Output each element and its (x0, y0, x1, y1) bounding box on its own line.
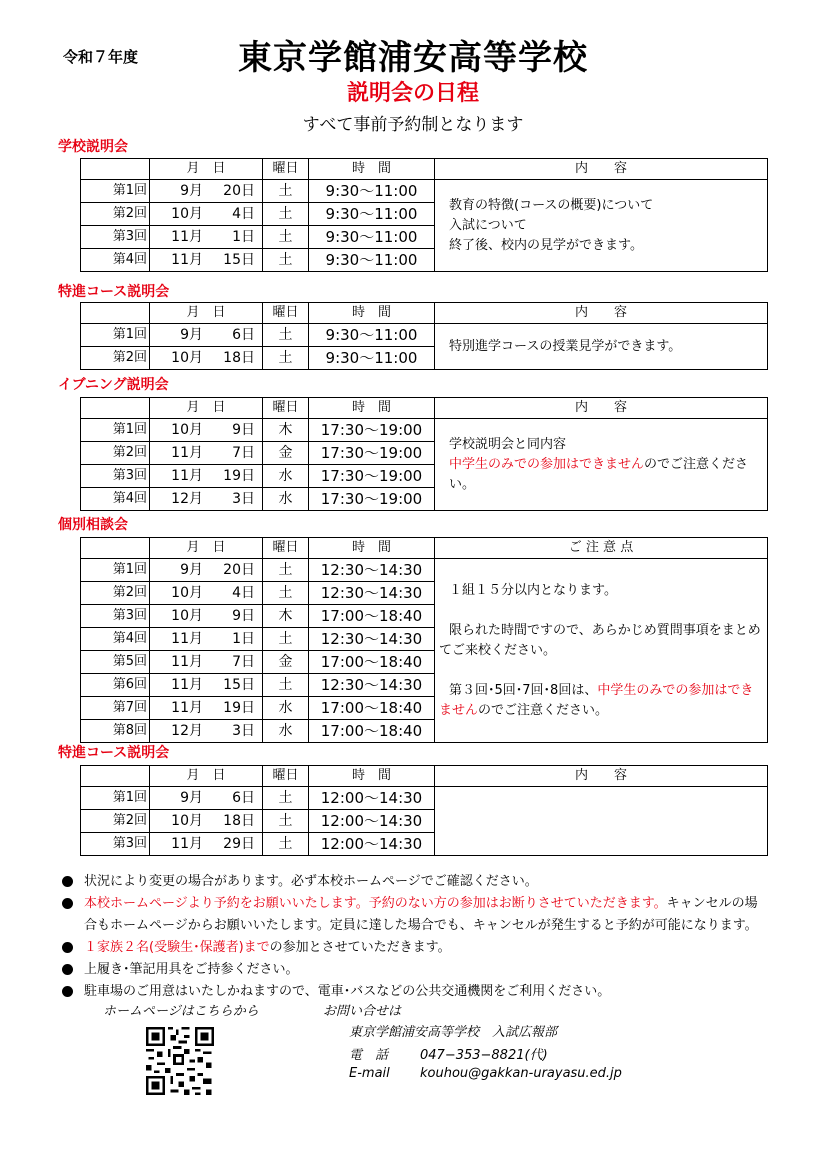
session-number: 第1回 (81, 787, 150, 810)
session-time: 12:30～14:30 (309, 628, 435, 651)
header-content: 内 容 (435, 398, 768, 419)
session-time: 9:30～11:00 (309, 324, 435, 347)
session-date: 12月 3日 (150, 720, 263, 743)
session-weekday: 土 (263, 559, 309, 582)
bullet-icon (62, 964, 73, 975)
bullet-icon (62, 986, 73, 997)
header-weekday: 曜日 (263, 538, 309, 559)
session-date: 10月 4日 (150, 203, 263, 226)
header-weekday: 曜日 (263, 398, 309, 419)
header-month-day: 月 日 (150, 398, 263, 419)
session-weekday: 金 (263, 442, 309, 465)
notice-list (62, 871, 782, 1003)
session-number: 第3回 (81, 226, 150, 249)
email-address[interactable]: kouhou@gakkan-urayasu.ed.jp (420, 1066, 622, 1081)
schedule-table-evening (80, 397, 768, 511)
fiscal-year: 令和７年度 (63, 48, 139, 66)
session-time: 9:30～11:00 (309, 226, 435, 249)
session-weekday: 木 (263, 605, 309, 628)
session-weekday: 土 (263, 180, 309, 203)
section-title-consultation: 個別相談会 (58, 517, 128, 533)
session-time: 9:30～11:00 (309, 180, 435, 203)
session-number: 第4回 (81, 249, 150, 272)
session-number: 第2回 (81, 582, 150, 605)
table-row (81, 559, 768, 582)
notice-item: 状況により変更の場合があります。必ず本校ホームページでご確認ください。 (62, 871, 782, 893)
homepage-label: ホームページはこちらから (103, 1004, 259, 1019)
session-weekday: 土 (263, 226, 309, 249)
session-date: 11月 15日 (150, 249, 263, 272)
session-weekday: 土 (263, 582, 309, 605)
session-number: 第3回 (81, 605, 150, 628)
session-weekday: 土 (263, 203, 309, 226)
inquiry-label: お問い合せは (323, 1004, 402, 1019)
header-time: 時 間 (309, 538, 435, 559)
session-number: 第2回 (81, 347, 150, 370)
content-cell: 教育の特徴(コースの概要)について 入試について 終了後、校内の見学ができます。 (435, 180, 768, 272)
schedule-table-school-info (80, 158, 768, 272)
session-number: 第1回 (81, 180, 150, 203)
session-time: 12:30～14:30 (309, 582, 435, 605)
header-weekday: 曜日 (263, 159, 309, 180)
notice-item: 駐車場のご用意はいたしかねますので、電車･バスなどの公共交通機関をご利用ください。 (62, 981, 782, 1003)
bullet-icon (62, 942, 73, 953)
header-time: 時 間 (309, 766, 435, 787)
session-date: 11月 19日 (150, 697, 263, 720)
session-weekday: 土 (263, 674, 309, 697)
session-date: 11月 1日 (150, 226, 263, 249)
session-weekday: 水 (263, 697, 309, 720)
session-weekday: 水 (263, 465, 309, 488)
qr-code-icon[interactable] (146, 1027, 214, 1095)
bullet-icon (62, 876, 73, 887)
notice-item: 本校ホームページより予約をお願いいたします。予約のない方の参加はお断りさせていただきます。キャンセルの場 (62, 893, 782, 915)
session-weekday: 土 (263, 347, 309, 370)
session-date: 11月 1日 (150, 628, 263, 651)
session-time: 17:00～18:40 (309, 605, 435, 628)
content-cell: 特別進学コースの授業見学ができます。 (435, 324, 768, 370)
session-date: 9月 20日 (150, 180, 263, 203)
session-number: 第5回 (81, 651, 150, 674)
session-date: 10月 4日 (150, 582, 263, 605)
session-date: 10月 9日 (150, 419, 263, 442)
session-number: 第2回 (81, 810, 150, 833)
session-weekday: 土 (263, 787, 309, 810)
section-title-school-info: 学校説明会 (58, 139, 128, 155)
session-weekday: 水 (263, 488, 309, 511)
session-time: 9:30～11:00 (309, 203, 435, 226)
session-date: 9月 6日 (150, 324, 263, 347)
header-time: 時 間 (309, 159, 435, 180)
session-number: 第8回 (81, 720, 150, 743)
session-time: 9:30～11:00 (309, 347, 435, 370)
session-number: 第1回 (81, 559, 150, 582)
session-time: 17:30～19:00 (309, 465, 435, 488)
header-content: 内 容 (435, 766, 768, 787)
session-time: 9:30～11:00 (309, 249, 435, 272)
session-weekday: 木 (263, 419, 309, 442)
header-month-day: 月 日 (150, 303, 263, 324)
session-time: 17:00～18:40 (309, 697, 435, 720)
session-time: 17:30～19:00 (309, 488, 435, 511)
schedule-table-tokushin-2 (80, 765, 768, 856)
session-number: 第7回 (81, 697, 150, 720)
caution-cell: １組１５分以内となります。 限られた時間ですので、あらかじめ質問事項をまとめてご来校ください。 第３回･5回･7回･8回は、中学生のみでの参加はできませんのでご注意ください。 (435, 559, 768, 743)
reservation-note: すべて事前予約制となります (302, 115, 524, 135)
session-time: 12:30～14:30 (309, 674, 435, 697)
section-title-tokushin: 特進コース説明会 (58, 284, 170, 300)
email-label: E-mail (349, 1066, 390, 1081)
header-caution: ご 注 意 点 (435, 538, 768, 559)
session-date: 9月 20日 (150, 559, 263, 582)
session-number: 第3回 (81, 833, 150, 856)
session-time: 12:00～14:30 (309, 787, 435, 810)
session-weekday: 土 (263, 810, 309, 833)
session-weekday: 土 (263, 628, 309, 651)
tel-label: 電 話 (349, 1048, 389, 1063)
session-date: 12月 3日 (150, 488, 263, 511)
section-title-tokushin-2: 特進コース説明会 (58, 745, 170, 761)
header-month-day: 月 日 (150, 538, 263, 559)
inquiry-dept: 東京学館浦安高等学校 入試広報部 (349, 1025, 558, 1040)
session-date: 11月 7日 (150, 651, 263, 674)
session-time: 12:00～14:30 (309, 810, 435, 833)
schedule-table-consultation (80, 537, 768, 743)
notice-item-continued: 合もホームページからお願いいたします。定員に達した場合でも、キャンセルが発生すると予約が可能になります。 (84, 918, 758, 933)
session-number: 第2回 (81, 203, 150, 226)
session-number: 第1回 (81, 324, 150, 347)
session-number: 第4回 (81, 488, 150, 511)
content-cell: 学校説明会と同内容 中学生のみでの参加はできませんのでご注意ください。 (435, 419, 768, 511)
notice-item: １家族２名(受験生･保護者)までの参加とさせていただきます。 (62, 937, 782, 959)
session-weekday: 金 (263, 651, 309, 674)
session-weekday: 水 (263, 720, 309, 743)
session-date: 11月 19日 (150, 465, 263, 488)
bullet-icon (62, 898, 73, 909)
table-row (81, 324, 768, 347)
session-weekday: 土 (263, 249, 309, 272)
header-month-day: 月 日 (150, 766, 263, 787)
session-number: 第2回 (81, 442, 150, 465)
session-time: 17:30～19:00 (309, 442, 435, 465)
session-number: 第6回 (81, 674, 150, 697)
header-content: 内 容 (435, 159, 768, 180)
session-number: 第4回 (81, 628, 150, 651)
session-time: 17:30～19:00 (309, 419, 435, 442)
section-title-evening: イブニング説明会 (58, 377, 169, 393)
session-date: 9月 6日 (150, 787, 263, 810)
session-time: 12:30～14:30 (309, 559, 435, 582)
session-time: 17:00～18:40 (309, 651, 435, 674)
header-time: 時 間 (309, 303, 435, 324)
session-number: 第3回 (81, 465, 150, 488)
header-month-day: 月 日 (150, 159, 263, 180)
header-weekday: 曜日 (263, 303, 309, 324)
table-row (81, 419, 768, 442)
tel-number: 047−353−8821(代) (420, 1048, 548, 1063)
header-time: 時 間 (309, 398, 435, 419)
session-date: 11月 15日 (150, 674, 263, 697)
session-number: 第1回 (81, 419, 150, 442)
session-date: 10月 18日 (150, 810, 263, 833)
session-date: 10月 9日 (150, 605, 263, 628)
school-name: 東京学館浦安高等学校 (238, 38, 588, 78)
session-date: 10月 18日 (150, 347, 263, 370)
session-weekday: 土 (263, 324, 309, 347)
session-date: 11月 7日 (150, 442, 263, 465)
schedule-table-tokushin (80, 302, 768, 370)
header-content: 内 容 (435, 303, 768, 324)
header-weekday: 曜日 (263, 766, 309, 787)
content-cell (435, 787, 768, 856)
session-time: 17:00～18:40 (309, 720, 435, 743)
session-time: 12:00～14:30 (309, 833, 435, 856)
table-row (81, 787, 768, 810)
page-title: 説明会の日程 (346, 81, 479, 106)
notice-item: 上履き･筆記用具をご持参ください。 (62, 959, 782, 981)
session-weekday: 土 (263, 833, 309, 856)
session-date: 11月 29日 (150, 833, 263, 856)
table-row (81, 180, 768, 203)
